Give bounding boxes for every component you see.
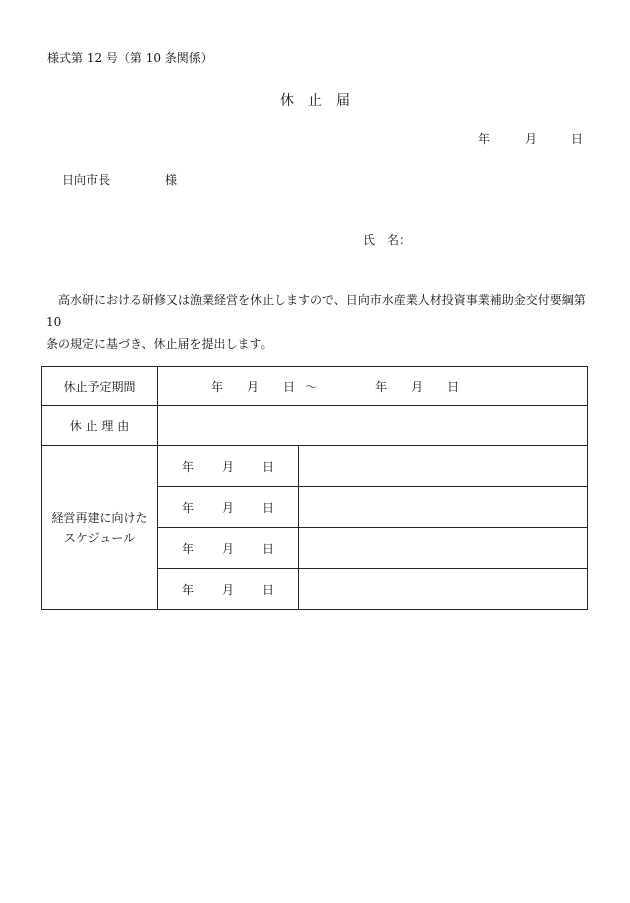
period-end-year: 年 xyxy=(375,379,388,394)
schedule-day: 日 xyxy=(262,582,275,597)
page-title xyxy=(0,90,630,110)
schedule-year: 年 xyxy=(181,541,194,556)
reason-field[interactable] xyxy=(158,406,588,446)
reason-row xyxy=(42,406,588,446)
schedule-content-field[interactable] xyxy=(299,487,588,528)
addressee-honorific: 様 xyxy=(165,173,178,187)
schedule-month: 月 xyxy=(221,541,234,556)
period-end-day: 日 xyxy=(447,379,460,394)
form-number: 様式第 12 号（第 10 条関係） xyxy=(47,51,213,65)
applicant-name-field[interactable]: 氏 名： xyxy=(363,233,412,247)
schedule-date-field[interactable] xyxy=(158,528,299,569)
period-start-year: 年 xyxy=(211,379,224,394)
addressee-name: 日向市長 xyxy=(62,173,111,187)
schedule-content-field[interactable] xyxy=(299,528,588,569)
suspension-form-table xyxy=(41,366,588,610)
title-char: 届 xyxy=(336,93,350,109)
schedule-day: 日 xyxy=(262,500,275,515)
schedule-label-line-1: 経営再建に向けた xyxy=(51,510,148,525)
schedule-label-line-2: スケジュール xyxy=(63,530,136,545)
schedule-day: 日 xyxy=(262,541,275,556)
schedule-date-field[interactable] xyxy=(158,487,299,528)
period-end-month: 月 xyxy=(411,379,424,394)
schedule-year: 年 xyxy=(181,459,194,474)
schedule-day: 日 xyxy=(262,459,275,474)
schedule-content-field[interactable] xyxy=(299,446,588,487)
date-year-field[interactable]: 年 xyxy=(478,132,491,146)
schedule-row xyxy=(42,446,588,487)
schedule-label xyxy=(42,446,158,610)
body-line-1: 高水研における研修又は漁業経営を休止しますので、日向市水産業人材投資事業補助金交付要綱第 10 xyxy=(46,293,586,329)
schedule-month: 月 xyxy=(221,500,234,515)
period-start-month: 月 xyxy=(247,379,260,394)
schedule-date-field[interactable] xyxy=(158,569,299,610)
period-field[interactable] xyxy=(158,367,588,406)
schedule-year: 年 xyxy=(181,500,194,515)
period-row xyxy=(42,367,588,406)
schedule-month: 月 xyxy=(221,582,234,597)
period-label: 休止予定期間 xyxy=(42,367,158,406)
reason-label: 休 止 理 由 xyxy=(42,406,158,446)
title-char: 止 xyxy=(308,93,322,109)
schedule-content-field[interactable] xyxy=(299,569,588,610)
period-start-day: 日 xyxy=(283,379,296,394)
period-tilde: ～ xyxy=(305,379,318,394)
body-text xyxy=(46,289,586,355)
title-char: 休 xyxy=(280,93,294,109)
schedule-year: 年 xyxy=(181,582,194,597)
schedule-date-field[interactable] xyxy=(158,446,299,487)
date-month-field[interactable]: 月 xyxy=(525,132,538,146)
body-line-2: 条の規定に基づき、休止届を提出します。 xyxy=(46,337,273,351)
date-day-field[interactable]: 日 xyxy=(571,132,584,146)
schedule-month: 月 xyxy=(221,459,234,474)
